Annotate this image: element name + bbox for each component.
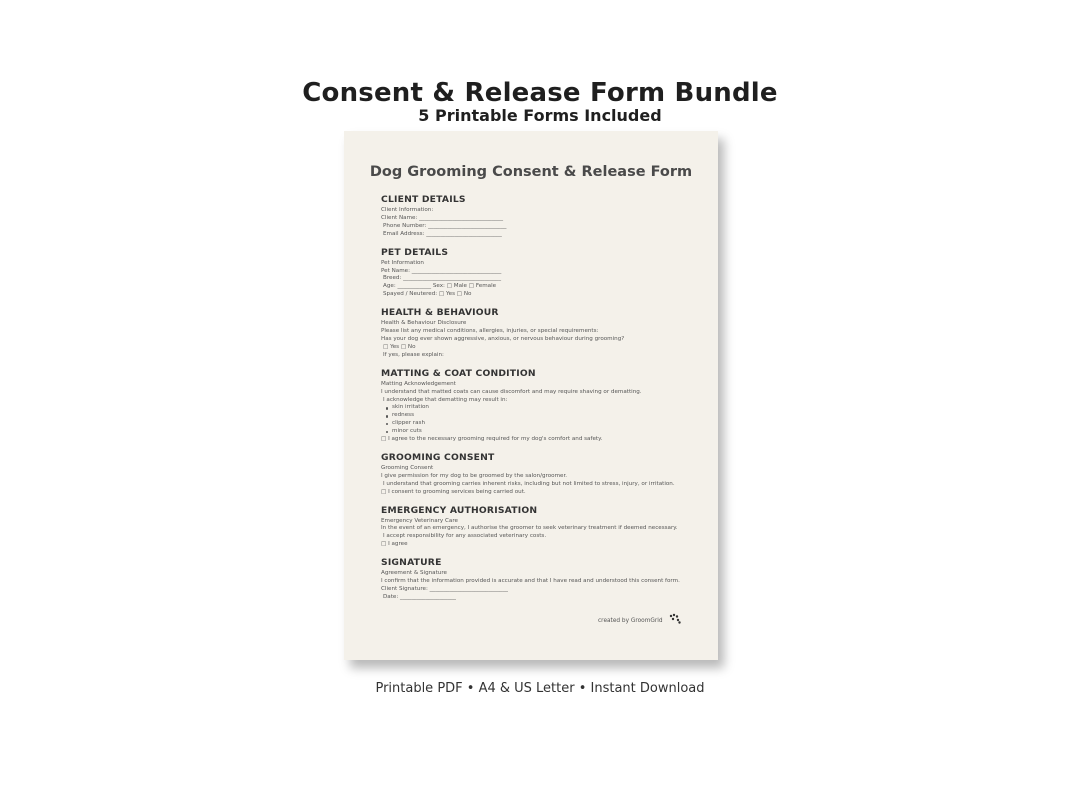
form-line: Age: ____________ Sex: □ Male □ Female	[383, 283, 497, 290]
form-section-signature	[381, 557, 686, 602]
form-line: □ I agree to the necessary grooming required for my dog's comfort and safety.	[381, 436, 603, 443]
form-title: Dog Grooming Consent & Release Form	[369, 164, 693, 180]
form-line: □ Yes □ No	[383, 343, 416, 350]
form-section-grooming-consent	[381, 452, 686, 497]
form-line: I acknowledge that dematting may result in:	[383, 396, 508, 403]
form-bullet-item: clipper rash	[381, 420, 686, 428]
form-line: If yes, please explain:	[383, 351, 444, 358]
form-line: Phone Number: ____________________________	[383, 222, 507, 229]
form-line: Date: ____________________	[383, 593, 456, 600]
form-line: Pet Name: ________________________________	[381, 267, 502, 274]
creator-credit: created by GroomGrid	[598, 618, 663, 624]
form-bullet-item: redness	[381, 412, 686, 420]
section-heading: MATTING & COAT CONDITION	[381, 367, 536, 379]
section-heading: PET DETAILS	[381, 246, 449, 258]
section-heading: CLIENT DETAILS	[381, 194, 466, 205]
form-line: I accept responsibility for any associated veterinary costs.	[383, 533, 547, 540]
form-bullet-item: skin irritation	[381, 404, 686, 412]
form-line: □ I agree	[381, 541, 408, 548]
form-sections	[381, 194, 686, 610]
section-heading: HEALTH & BEHAVIOUR	[381, 307, 499, 319]
form-line: Please list any medical conditions, allergies, injuries, or special requirements:	[381, 328, 599, 335]
form-line: Matting Acknowledgement	[381, 380, 456, 387]
bundle-subtitle: 5 Printable Forms Included	[418, 106, 662, 125]
form-line: Client Name: ______________________________	[381, 214, 504, 221]
section-heading: SIGNATURE	[381, 557, 442, 569]
form-section-matting-coat-condition	[381, 368, 686, 444]
form-line: I understand that matted coats can cause discomfort and may require shaving or dematting.	[381, 388, 642, 395]
form-line: Pet Information	[381, 259, 424, 266]
form-line: Has your dog ever shown aggressive, anxious, or nervous behaviour during grooming?	[381, 335, 625, 342]
form-line: I understand that grooming carries inherent risks, including but not limited to stress, injury, or irritation.	[383, 480, 675, 487]
form-line: Client Information:	[381, 207, 434, 213]
product-features-footer: Printable PDF • A4 & US Letter • Instant Download	[375, 681, 705, 696]
form-line: Health & Behaviour Disclosure	[381, 320, 467, 327]
form-line: Client Signature: ____________________________	[381, 586, 508, 592]
form-section-health-behaviour	[381, 307, 686, 360]
form-line: Emergency Veterinary Care	[381, 517, 458, 524]
form-preview-sheet	[344, 131, 718, 660]
form-section-client-details	[381, 194, 686, 239]
form-section-pet-details	[381, 247, 686, 300]
section-heading: GROOMING CONSENT	[381, 451, 495, 463]
form-line: Email Address: ___________________________	[383, 230, 502, 237]
form-line: Grooming Consent	[381, 464, 434, 471]
form-line: □ I consent to grooming services being carried out.	[381, 488, 526, 495]
form-line: I give permission for my dog to be groomed by the salon/groomer.	[381, 472, 568, 479]
form-line: I confirm that the information provided is accurate and that I have read and understood this consent form.	[381, 578, 680, 585]
paw-dots-icon	[669, 613, 681, 625]
section-heading: EMERGENCY AUTHORISATION	[381, 504, 538, 516]
form-line: In the event of an emergency, I authorise the groomer to seek veterinary treatment if deemed necessary.	[381, 525, 678, 532]
form-section-emergency-authorisation	[381, 505, 686, 550]
form-line: Spayed / Neutered: □ Yes □ No	[383, 291, 472, 298]
form-line: Breed: ___________________________________	[383, 275, 502, 282]
form-line: Agreement & Signature	[381, 570, 447, 577]
bundle-title: Consent & Release Form Bundle	[302, 78, 778, 108]
form-bullet-item: minor cuts	[381, 428, 686, 436]
